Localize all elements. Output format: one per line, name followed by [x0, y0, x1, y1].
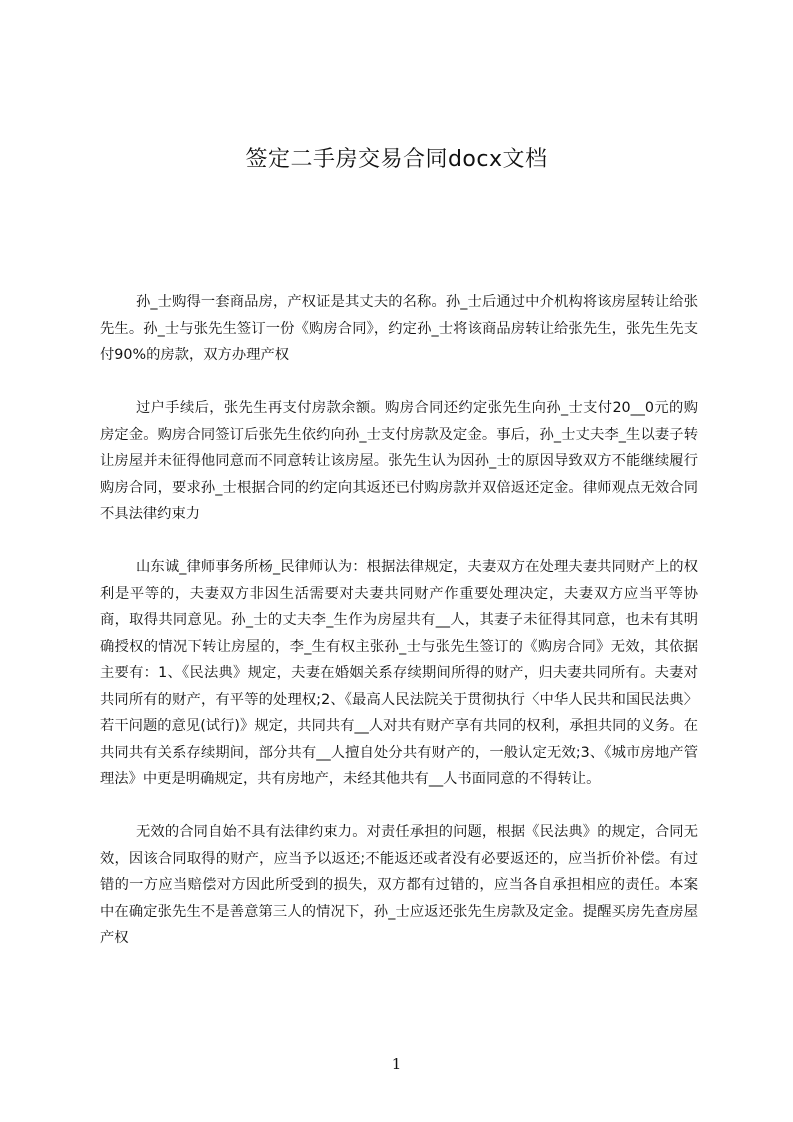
paragraph-2: 过户手续后，张先生再支付房款余额。购房合同还约定张先生向孙_士支付20__0元的购房定金。购房合同签订后张先生依约向孙_士支付房款及定金。事后，孙_士丈夫李_生以妻子转让房屋并未征得他同意而不同意转让该房屋。张先生认为因孙_士的原因导致双方不能继续履行购房合同，要求孙_士根据合同的约定向其返还已付购房款并双倍返还定金。律师观点无效合同不具法律约束力 — [100, 400, 698, 522]
page-number: 1 — [391, 1055, 402, 1073]
document-title: 签定二手房交易合同docx文档 — [245, 147, 548, 172]
paragraph-1: 孙_士购得一套商品房，产权证是其丈夫的名称。孙_士后通过中介机构将该房屋转让给张先生。孙_士与张先生签订一份《购房合同》，约定孙_士将该商品房转让给张先生，张先生先支付90%的房款，双方办理产权 — [100, 294, 698, 363]
document-body — [100, 289, 698, 978]
paragraph-3: 山东诚_律师事务所杨_民律师认为：根据法律规定，夫妻双方在处理夫妻共同财产上的权利是平等的，夫妻双方非因生活需要对夫妻共同财产作重要处理决定，夫妻双方应当平等协商，取得共同意见。孙_士的丈夫李_生作为房屋共有__人，其妻子未征得其同意，也未有其明确授权的情况下转让房屋的，李_生有权主张孙_士与张先生签订的《购房合同》无效，其依据主要有：1、《民法典》规定，夫妻在婚姻关系存续期间所得的财产，归夫妻共同所有。夫妻对共同所有的财产，有平等的处理权;2、《最高人民法院关于贯彻执行〈中华人民共和国民法典〉若干问题的意见(试行)》规定，共同共有__人对共有财产享有共同的权利，承担共同的义务。在共同共有关系存续期间，部分共有__人擅自处分共有财产的，一般认定无效;3、《城市房地产管理法》中更是明确规定，共有房地产，未经其他共有__人书面同意的不得转让。 — [100, 559, 698, 787]
paragraph-4: 无效的合同自始不具有法律约束力。对责任承担的问题，根据《民法典》的规定，合同无效，因该合同取得的财产，应当予以返还;不能返还或者没有必要返还的，应当折价补偿。有过错的一方应当赔偿对方因此所受到的损失，双方都有过错的，应当各自承担相应的责任。本案中在确定张先生不是善意第三人的情况下，孙_士应返还张先生房款及定金。提醒买房先查房屋产权 — [100, 824, 698, 946]
